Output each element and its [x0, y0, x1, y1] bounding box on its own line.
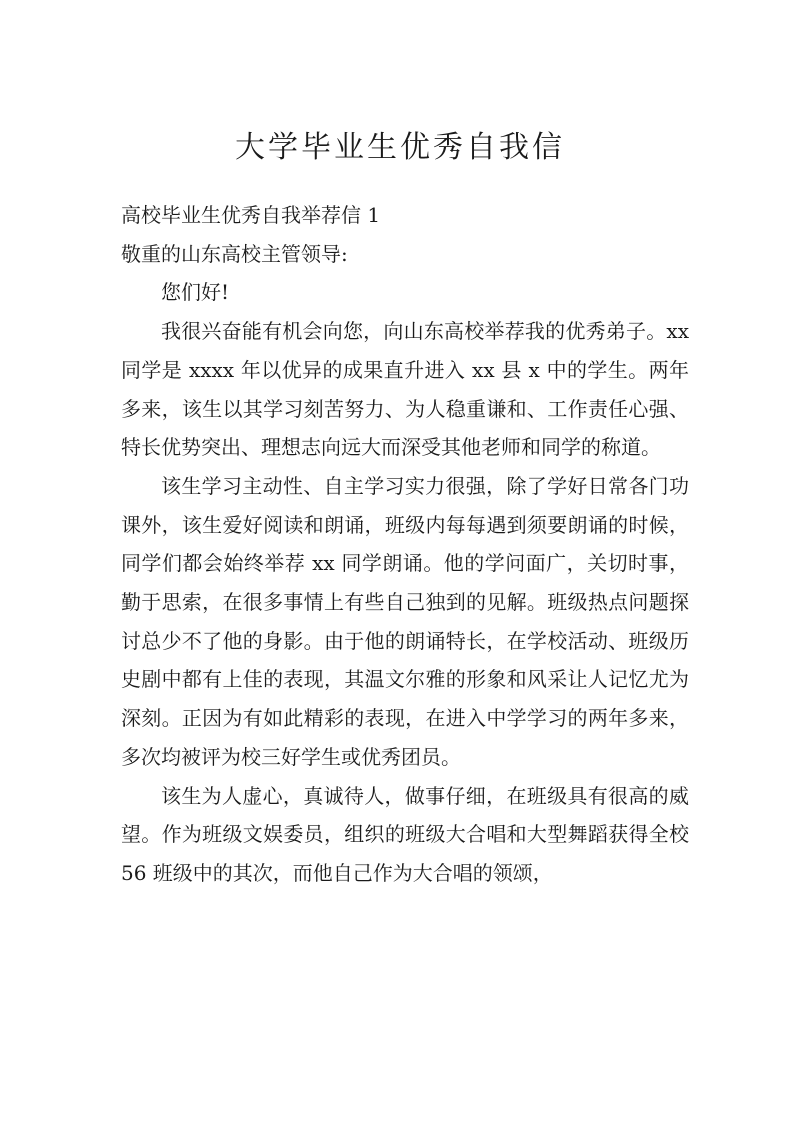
letter-greeting: 您们好!	[161, 280, 230, 305]
paragraph: 该生学习主动性、自主学习实力很强，除了学好日常各门功课外，该生爱好阅读和朗诵，班级内每每遇到须要朗诵的时候，同学们都会始终举荐 xx 同学朗诵。他的学问面广，关切时事，勤于思索，在很多事情上有些自己独到的见解。班级热点问题探讨总少不了他的身影。由于他的朗诵特长，在学校活动、班级历史剧中都有上佳的表现，其温文尔雅的形象和风采让人记忆尤为深刻。正因为有如此精彩的表现，在进入中学学习的两年多来，多次均被评为校三好学生或优秀团员。	[121, 473, 689, 769]
paragraph: 我很兴奋能有机会向您，向山东高校举荐我的优秀弟子。xx 同学是 xxxx 年以优异的成果直升进入 xx 县 x 中的学生。两年多来，该生以其学习刻苦努力、为人稳重谦和、工作责任心强、特长优势突出、理想志向远大而深受其他老师和同学的称道。	[121, 319, 689, 460]
letter-salutation: 敬重的山东高校主管领导:	[121, 241, 348, 266]
document-title: 大学毕业生优秀自我信	[235, 130, 565, 165]
paragraph: 该生为人虚心，真诚待人，做事仔细，在班级具有很高的威望。作为班级文娱委员，组织的班级大合唱和大型舞蹈获得全校 56 班级中的其次，而他自己作为大合唱的领颂，	[121, 783, 689, 885]
document-body	[121, 196, 689, 893]
letter-subtitle: 高校毕业生优秀自我举荐信 1	[121, 203, 381, 227]
